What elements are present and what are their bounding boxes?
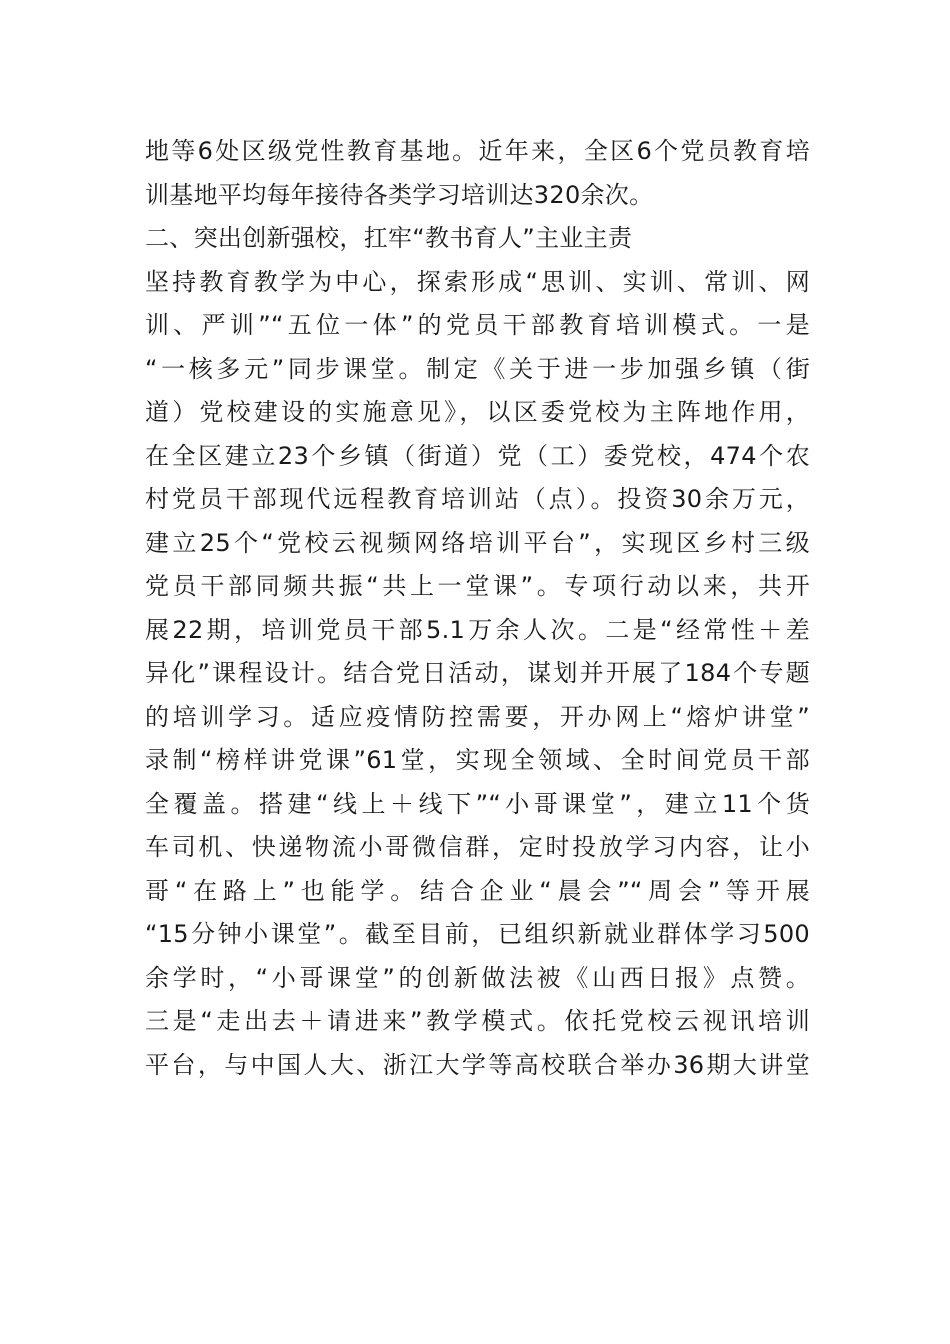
- text-line: 平台，与中国人大、浙江大学等高校联合举办36期大讲堂: [145, 1050, 810, 1079]
- text-line: 建立25个“党校云视频网络培训平台”，实现区乡村三级: [145, 528, 810, 557]
- text-line: 三是“走出去＋请进来”教学模式。依托党校云视讯培训: [145, 1007, 810, 1035]
- text-line: 异化”课程设计。结合党日活动，谋划并开展了184个专题: [145, 659, 810, 687]
- text-line: 余学时，“小哥课堂”的创新做法被《山西日报》点赞。: [145, 963, 810, 992]
- text-line: 车司机、快递物流小哥微信群，定时投放学习内容，让小: [145, 833, 810, 861]
- text-line: 全覆盖。搭建“线上＋线下”“小哥课堂”，建立11个货: [145, 789, 810, 818]
- text-line: 训基地平均每年接待各类学习培训达320余次。: [145, 180, 654, 209]
- text-line: 哥“在路上”也能学。结合企业“晨会”“周会”等开展: [145, 876, 810, 905]
- text-line: “一核多元”同步课堂。制定《关于进一步加强乡镇（街: [145, 354, 810, 383]
- text-line: 二、突出创新强校，扛牢“教书育人”主业主责: [145, 224, 633, 252]
- text-line: 地等6处区级党性教育基地。近年来，全区6个党员教育培: [145, 137, 810, 165]
- text-line: “15分钟小课堂”。截至目前，已组织新就业群体学习500: [145, 920, 810, 948]
- text-line: 展22期，培训党员干部5.1万余人次。二是“经常性＋差: [145, 615, 810, 644]
- text-line: 的培训学习。适应疫情防控需要，开办网上“熔炉讲堂”: [145, 702, 810, 731]
- text-line: 在全区建立23个乡镇（街道）党（工）委党校，474个农: [145, 441, 810, 470]
- text-line: 录制“榜样讲党课”61堂，实现全领域、全时间党员干部: [145, 746, 810, 774]
- text-line: 道）党校建设的实施意见》，以区委党校为主阵地作用，: [145, 398, 810, 426]
- document-body: [145, 130, 810, 1087]
- text-line: 坚持教育教学为中心，探索形成“思训、实训、常训、网: [145, 267, 810, 296]
- text-line: 训、严训”“五位一体”的党员干部教育培训模式。一是: [145, 311, 810, 339]
- text-line: 党员干部同频共振“共上一堂课”。专项行动以来，共开: [145, 572, 810, 600]
- text-line: 村党员干部现代远程教育培训站（点）。投资30余万元，: [145, 485, 810, 513]
